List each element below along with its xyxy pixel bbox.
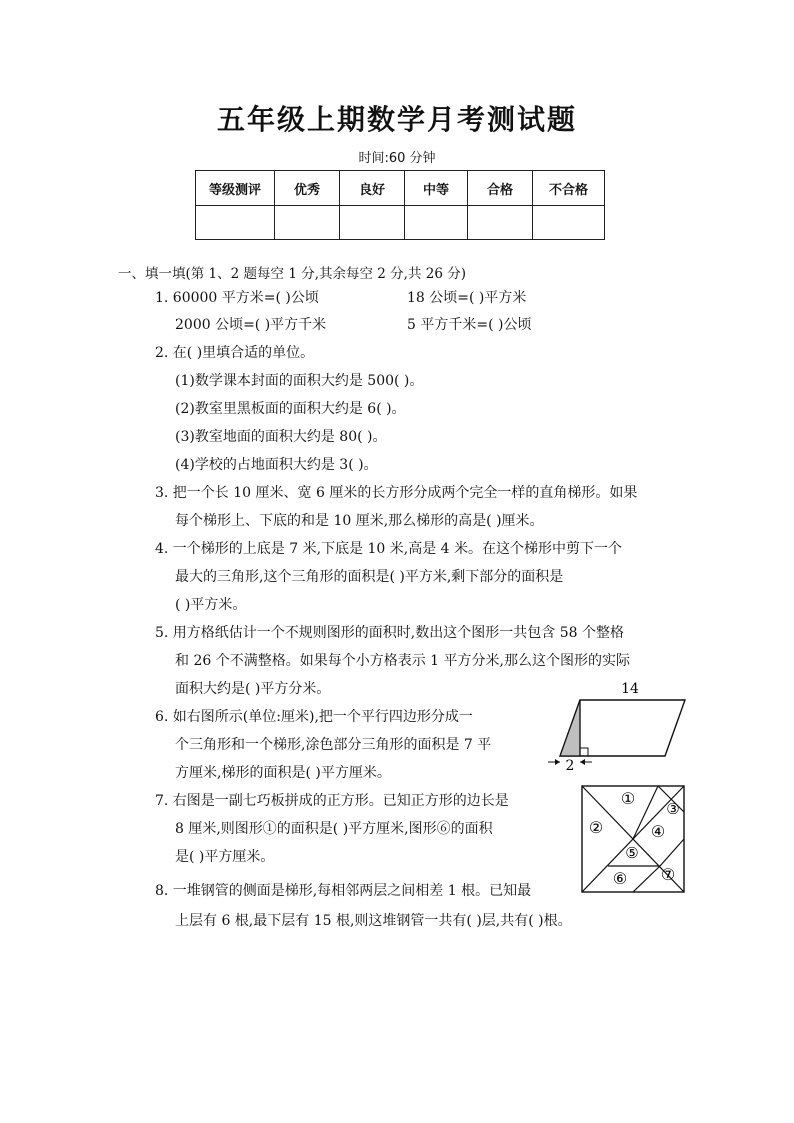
q1-line1-b: 18 公顷=( )平方米: [407, 290, 527, 306]
tangram-piece-label: ①: [620, 789, 636, 808]
tangram-piece-label: ③: [666, 800, 680, 818]
q3-line1: 3. 把一个长 10 厘米、宽 6 厘米的长方形分成两个完全一样的直角梯形。如果: [155, 485, 638, 501]
grade-header-cell: 良好: [340, 171, 405, 206]
grade-header-cell: 中等: [405, 171, 468, 206]
tangram-piece-label: ⑦: [660, 865, 676, 884]
tangram-line: [660, 839, 684, 866]
q2-stem: 2. 在( )里填合适的单位。: [155, 345, 315, 361]
grade-score-cell[interactable]: [340, 206, 405, 240]
parallelogram-bottom-label: 2: [565, 758, 575, 774]
exam-time: 时间:60 分钟: [358, 151, 436, 166]
q5-line3: 面积大约是( )平方分米。: [175, 681, 331, 697]
grade-table-score-row: [196, 206, 605, 240]
shaded-triangle: [560, 700, 580, 756]
grade-header-cell: 不合格: [533, 171, 605, 206]
q5-line2: 和 26 个不满整格。如果每个小方格表示 1 平方分米,那么这个图形的实际: [175, 653, 630, 669]
grade-header-cell: 合格: [468, 171, 533, 206]
q1-line2-b: 5 平方千米=( )公顷: [407, 317, 532, 333]
tangram-piece-label: ②: [588, 818, 604, 837]
q2-sub1: (1)数学课本封面的面积大约是 500( )。: [175, 373, 424, 389]
grade-score-cell[interactable]: [196, 206, 275, 240]
tangram-piece-label: ⑤: [625, 844, 639, 862]
right-angle-mark: [580, 748, 588, 756]
q7-line1: 7. 右图是一副七巧板拼成的正方形。已知正方形的边长是: [155, 793, 509, 809]
grade-score-cell[interactable]: [533, 206, 605, 240]
grade-header-cell: 优秀: [275, 171, 340, 206]
grade-score-cell[interactable]: [468, 206, 533, 240]
dim-arrowhead-left: [555, 759, 560, 765]
q5-line1: 5. 用方格纸估计一个不规则图形的面积时,数出这个图形一共包含 58 个整格: [155, 625, 624, 641]
grade-score-cell[interactable]: [275, 206, 340, 240]
grade-table-header-row: [196, 171, 605, 206]
q2-sub2: (2)教室里黑板面的面积大约是 6( )。: [175, 401, 406, 417]
q8-line1: 8. 一堆钢管的侧面是梯形,每相邻两层之间相差 1 根。已知最: [155, 883, 532, 899]
tangram-piece-label: ④: [650, 822, 666, 841]
q1-line2-a: 2000 公顷=( )平方千米: [175, 317, 327, 333]
q7-line2: 8 厘米,则图形①的面积是( )平方厘米,图形⑥的面积: [175, 821, 493, 837]
q3-line2: 每个梯形上、下底的和是 10 厘米,那么梯形的高是( )厘米。: [175, 513, 544, 529]
q4-line3: ( )平方米。: [175, 597, 247, 613]
q6-line1: 6. 如右图所示(单位:厘米),把一个平行四边形分成一: [155, 709, 473, 725]
q4-line2: 最大的三角形,这个三角形的面积是( )平方米,剩下部分的面积是: [175, 569, 564, 585]
q4-line1: 4. 一个梯形的上底是 7 米,下底是 10 米,高是 4 米。在这个梯形中剪下一个: [155, 541, 623, 557]
grade-score-cell[interactable]: [405, 206, 468, 240]
q8-line2: 上层有 6 根,最下层有 15 根,则这堆钢管一共有( )层,共有( )根。: [175, 913, 572, 929]
q6-line3: 方厘米,梯形的面积是( )平方厘米。: [175, 765, 391, 781]
parallelogram-figure: [540, 678, 690, 778]
q1-line1-a: 1. 60000 平方米=( )公顷: [155, 290, 319, 306]
dim-arrowhead-right: [580, 759, 585, 765]
grade-table: [195, 170, 605, 240]
q6-line2: 个三角形和一个梯形,涂色部分三角形的面积是 7 平: [175, 737, 492, 753]
tangram-line: [633, 866, 660, 892]
tangram-figure: [580, 784, 686, 896]
page-title: 五年级上期数学月考测试题: [216, 103, 577, 136]
grade-header-cell: 等级测评: [196, 171, 275, 206]
q2-sub4: (4)学校的占地面积大约是 3( )。: [175, 457, 378, 473]
section-heading: 一、填一填(第 1、2 题每空 1 分,其余每空 2 分,共 26 分): [118, 266, 466, 282]
parallelogram-top-label: 14: [621, 681, 639, 697]
q7-line3: 是( )平方厘米。: [175, 849, 275, 865]
tangram-piece-label: ⑥: [612, 869, 628, 888]
q2-sub3: (3)教室地面的面积大约是 80( )。: [175, 429, 387, 445]
